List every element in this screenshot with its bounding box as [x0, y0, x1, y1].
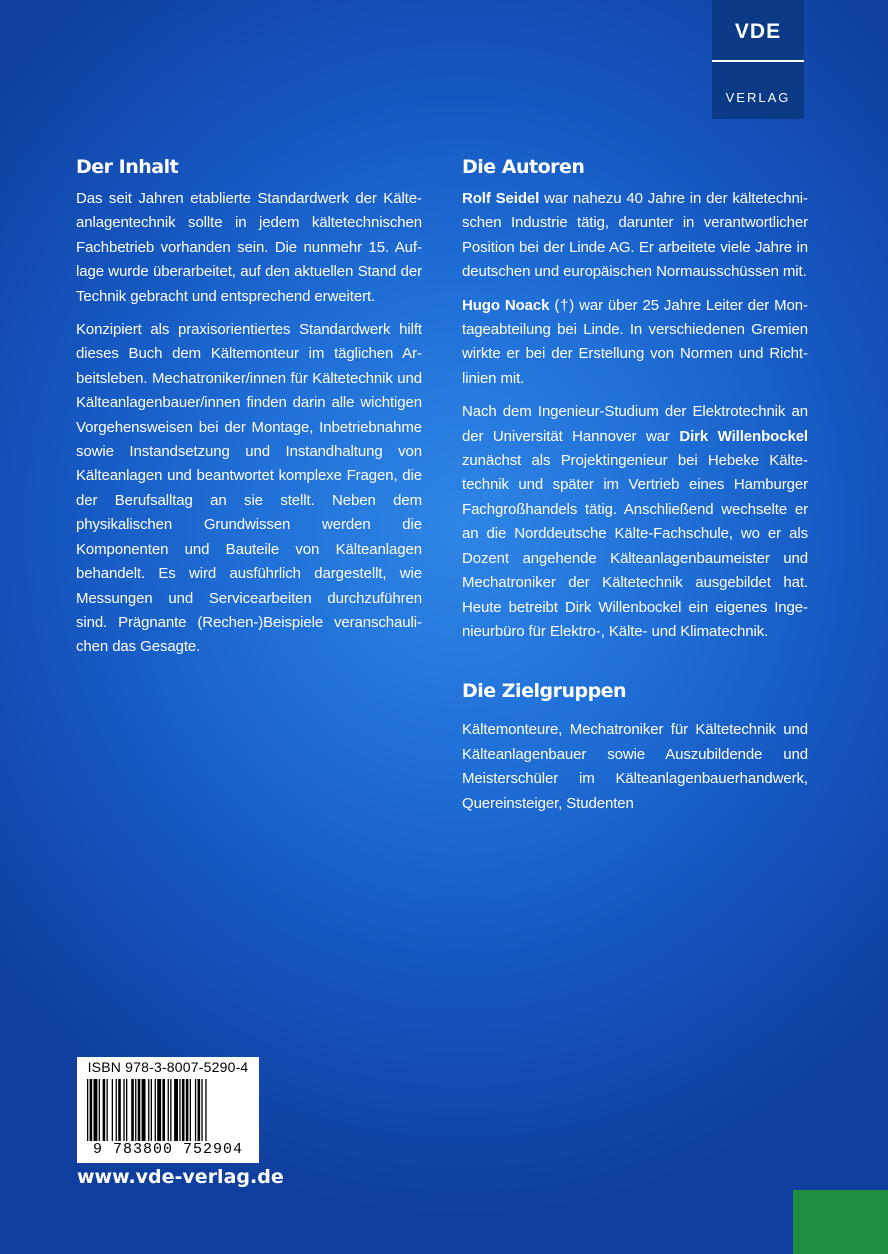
- isbn-barcode: [77, 1057, 259, 1163]
- author-3-intro: Nach dem Ingenieur-Studium der Elektrotechnik an der Universität Hannover war: [462, 403, 808, 445]
- author-1-text: war nahezu 40 Jahre in der kältetechnischen Industrie tätig, darunter in verantwortlicher Position bei der Linde AG. Er arbeitete viele Jahre in deutschen und europäischen Normausschüssen mit.: [462, 190, 808, 281]
- barcode-bar: [87, 1079, 88, 1141]
- barcode-bar: [179, 1079, 180, 1141]
- barcode-bar: [190, 1079, 191, 1141]
- barcode-bar: [103, 1079, 106, 1141]
- author-2-paragraph: [462, 294, 808, 392]
- barcode-bar: [135, 1079, 136, 1141]
- barcode-number: 9 783800 752904: [92, 1141, 244, 1158]
- barcode-bar: [131, 1079, 134, 1141]
- barcode-bar: [142, 1079, 146, 1141]
- logo-verlag-text: VERLAG: [725, 90, 791, 105]
- logo-divider: [712, 60, 804, 62]
- content-column: [76, 152, 422, 669]
- barcode-bar: [118, 1079, 121, 1141]
- barcode-bar: [170, 1079, 171, 1141]
- vde-verlag-logo: [712, 0, 804, 119]
- barcode-bar: [157, 1079, 161, 1141]
- website-url: www.vde-verlag.de: [77, 1166, 284, 1188]
- barcode-bar: [155, 1079, 156, 1141]
- barcode-bar: [195, 1079, 196, 1141]
- green-corner-box: [793, 1190, 888, 1254]
- isbn-label: ISBN 978-3-8007-5290-4: [87, 1059, 249, 1075]
- authors-column: [462, 152, 808, 825]
- content-heading: Der Inhalt: [76, 156, 179, 178]
- author-1-name: Rolf Seidel: [462, 190, 540, 207]
- barcode-bars: [87, 1079, 249, 1141]
- author-3-paragraph: [462, 400, 808, 644]
- barcode-bar: [94, 1079, 98, 1141]
- barcode-bar: [201, 1079, 202, 1141]
- author-3-text: zunächst als Projektingenieur bei Hebeke Kältetechnik und später im Vertrieb eines Hamburger Fachgroßhandels tätig. Anschließend wechselte er an die Norddeutsche Kälte-Fachschule, wo er als Dozent angehende Kälteanlagenbaumeister und Mechatroniker der Kältetechnik ausgebildet hat. Heute betreibt Dirk Willenbockel ein eigenes Ingenieurbüro für Elektro-, Kälte- und Klimatechnik.: [462, 452, 808, 640]
- content-paragraph-1: Das seit Jahren etablierte Standardwerk der Kälteanlagentechnik sollte in jedem kältetechnischen Fachbetrieb vorhanden sein. Die nunmehr 15. Auflage wurde überarbeitet, auf den aktuellen Stand der Technik gebracht und entsprechend erweitert.: [76, 190, 422, 305]
- author-3-name: Dirk Willenbockel: [679, 427, 809, 445]
- barcode-bar: [174, 1079, 178, 1141]
- logo-vde-text: VDE: [734, 20, 782, 43]
- barcode-bar: [99, 1079, 100, 1141]
- author-2-name: Hugo Noack: [462, 296, 550, 314]
- barcode-bar: [123, 1079, 124, 1141]
- barcode-bar: [126, 1079, 127, 1141]
- barcode-bar: [148, 1079, 149, 1141]
- author-2-text: (†) war über 25 Jahre Leiter der Montageabteilung bei Linde. In verschiedenen Gremien wirkte er bei der Erstellung von Normen und Richtlinien mit.: [462, 296, 808, 387]
- barcode-bar: [162, 1079, 165, 1141]
- target-group-text: Kältemonteure, Mechatroniker für Kältetechnik und Kälteanlagenbauer sowie Auszubildende und Meisterschüler im Kälteanlagenbauerhandwerk, Quereinsteiger, Studenten: [462, 721, 808, 812]
- barcode-bar: [182, 1079, 185, 1141]
- barcode-bar: [186, 1079, 189, 1141]
- barcode-bar: [107, 1079, 108, 1141]
- content-paragraph-2: Konzipiert als praxisorientiertes Standardwerk hilft dieses Buch dem Kältemonteur im täglichen Arbeitsleben. Mechatroniker/innen für Kältetechnik und Kälteanlagenbauer/innen finden darin alle wichtigen Vorgehensweisen bei der Montage, Inbetriebnahme sowie Instandsetzung und Instandhaltung von Kälteanlagen und beantwortet komplexe Fragen, die der Berufsalltag an sie stellt. Neben dem physikalischen Grundwissen werden die Komponenten und Bauteile von Kälteanlagen behandelt. Es wird ausführlich dargestellt, wie Messungen und Servicearbeiten durchzuführen sind. Prägnante (Rechen-)Beispiele veranschaulichen das Gesagte.: [76, 321, 422, 656]
- barcode-bar: [116, 1079, 117, 1141]
- barcode-bar: [90, 1079, 93, 1141]
- barcode-bar: [198, 1079, 201, 1141]
- target-group-heading: Die Zielgruppen: [462, 680, 627, 703]
- author-1-paragraph: [462, 187, 808, 285]
- barcode-bar: [205, 1079, 206, 1141]
- barcode-bar: [112, 1079, 113, 1141]
- barcode-bar: [138, 1079, 141, 1141]
- barcode-bar: [151, 1079, 152, 1141]
- authors-heading: Die Autoren: [462, 156, 585, 178]
- barcode-bar: [168, 1079, 169, 1141]
